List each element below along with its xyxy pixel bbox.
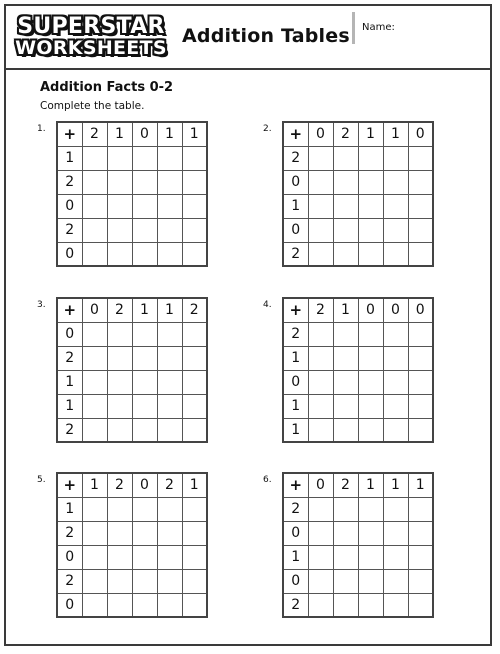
answer-cell[interactable] bbox=[308, 194, 333, 218]
answer-cell[interactable] bbox=[132, 545, 157, 569]
answer-cell[interactable] bbox=[333, 497, 358, 521]
addition-table bbox=[282, 472, 434, 618]
answer-cell[interactable] bbox=[132, 370, 157, 394]
answer-cell[interactable] bbox=[157, 545, 182, 569]
header-number-cell: 2 bbox=[333, 122, 358, 146]
answer-cell[interactable] bbox=[383, 521, 408, 545]
header-number-cell: 0 bbox=[408, 122, 433, 146]
answer-cell[interactable] bbox=[408, 218, 433, 242]
answer-cell[interactable] bbox=[157, 569, 182, 593]
answer-cell[interactable] bbox=[308, 545, 333, 569]
answer-cell[interactable] bbox=[383, 418, 408, 442]
row-number-cell: 2 bbox=[57, 418, 82, 442]
header-number-cell: 2 bbox=[157, 473, 182, 497]
answer-cell[interactable] bbox=[157, 322, 182, 346]
operator-cell: + bbox=[57, 298, 82, 322]
answer-cell[interactable] bbox=[157, 346, 182, 370]
answer-cell[interactable] bbox=[82, 346, 107, 370]
problem-number: 4. bbox=[263, 300, 272, 310]
worksheet-page bbox=[4, 4, 492, 646]
row-number-cell: 1 bbox=[57, 146, 82, 170]
table-row bbox=[57, 146, 207, 170]
answer-cell[interactable] bbox=[107, 170, 132, 194]
answer-cell[interactable] bbox=[408, 346, 433, 370]
table-row bbox=[57, 418, 207, 442]
answer-cell[interactable] bbox=[157, 170, 182, 194]
answer-cell[interactable] bbox=[82, 194, 107, 218]
answer-cell[interactable] bbox=[408, 521, 433, 545]
row-number-cell: 0 bbox=[283, 218, 308, 242]
header-number-cell: 2 bbox=[82, 122, 107, 146]
answer-cell[interactable] bbox=[383, 497, 408, 521]
header-number-cell: 1 bbox=[182, 473, 207, 497]
row-number-cell: 0 bbox=[283, 170, 308, 194]
header-number-cell: 0 bbox=[383, 298, 408, 322]
answer-cell[interactable] bbox=[408, 545, 433, 569]
answer-cell[interactable] bbox=[132, 194, 157, 218]
answer-cell[interactable] bbox=[157, 497, 182, 521]
problem-number: 3. bbox=[37, 300, 46, 310]
answer-cell[interactable] bbox=[157, 242, 182, 266]
answer-cell[interactable] bbox=[182, 370, 207, 394]
table-row bbox=[57, 497, 207, 521]
answer-cell[interactable] bbox=[107, 593, 132, 617]
table-row bbox=[57, 322, 207, 346]
answer-cell[interactable] bbox=[308, 569, 333, 593]
name-label: Name: bbox=[362, 22, 395, 33]
answer-cell[interactable] bbox=[383, 218, 408, 242]
table-header-row bbox=[57, 122, 207, 146]
answer-cell[interactable] bbox=[383, 242, 408, 266]
row-number-cell: 1 bbox=[57, 370, 82, 394]
answer-cell[interactable] bbox=[82, 370, 107, 394]
row-number-cell: 0 bbox=[57, 322, 82, 346]
row-number-cell: 2 bbox=[283, 322, 308, 346]
answer-cell[interactable] bbox=[333, 242, 358, 266]
addition-table bbox=[56, 121, 208, 267]
header-number-cell: 0 bbox=[132, 122, 157, 146]
table-header-row bbox=[57, 473, 207, 497]
header-number-cell: 2 bbox=[333, 473, 358, 497]
answer-cell[interactable] bbox=[308, 146, 333, 170]
operator-cell: + bbox=[283, 122, 308, 146]
table-row bbox=[283, 497, 433, 521]
table-row bbox=[283, 593, 433, 617]
table-row bbox=[57, 569, 207, 593]
problem-number: 2. bbox=[263, 124, 272, 134]
answer-cell[interactable] bbox=[182, 218, 207, 242]
answer-cell[interactable] bbox=[383, 545, 408, 569]
answer-cell[interactable] bbox=[333, 146, 358, 170]
answer-cell[interactable] bbox=[182, 194, 207, 218]
answer-cell[interactable] bbox=[408, 194, 433, 218]
answer-cell[interactable] bbox=[358, 569, 383, 593]
answer-cell[interactable] bbox=[383, 170, 408, 194]
header-number-cell: 1 bbox=[333, 298, 358, 322]
logo-line-worksheets: WORKSHEETS bbox=[15, 37, 167, 59]
answer-cell[interactable] bbox=[408, 569, 433, 593]
answer-cell[interactable] bbox=[333, 194, 358, 218]
answer-cell[interactable] bbox=[358, 194, 383, 218]
answer-cell[interactable] bbox=[132, 346, 157, 370]
answer-cell[interactable] bbox=[132, 394, 157, 418]
problem-number: 6. bbox=[263, 475, 272, 485]
superstar-worksheets-logo bbox=[15, 14, 167, 60]
answer-cell[interactable] bbox=[383, 194, 408, 218]
row-number-cell: 2 bbox=[57, 569, 82, 593]
answer-cell[interactable] bbox=[333, 569, 358, 593]
row-number-cell: 0 bbox=[57, 545, 82, 569]
answer-cell[interactable] bbox=[182, 497, 207, 521]
answer-cell[interactable] bbox=[383, 370, 408, 394]
addition-table bbox=[282, 121, 434, 267]
answer-cell[interactable] bbox=[308, 394, 333, 418]
header-number-cell: 0 bbox=[408, 298, 433, 322]
answer-cell[interactable] bbox=[408, 322, 433, 346]
answer-cell[interactable] bbox=[82, 394, 107, 418]
table-row bbox=[57, 242, 207, 266]
operator-cell: + bbox=[57, 473, 82, 497]
answer-cell[interactable] bbox=[333, 218, 358, 242]
row-number-cell: 1 bbox=[283, 545, 308, 569]
header-number-cell: 0 bbox=[132, 473, 157, 497]
header-number-cell: 1 bbox=[182, 122, 207, 146]
table-row bbox=[283, 322, 433, 346]
answer-cell[interactable] bbox=[107, 418, 132, 442]
answer-cell[interactable] bbox=[107, 569, 132, 593]
answer-cell[interactable] bbox=[358, 497, 383, 521]
table-row bbox=[57, 194, 207, 218]
answer-cell[interactable] bbox=[308, 418, 333, 442]
answer-cell[interactable] bbox=[132, 218, 157, 242]
problem-number: 1. bbox=[37, 124, 46, 134]
header-number-cell: 1 bbox=[383, 122, 408, 146]
addition-table bbox=[282, 297, 434, 443]
row-number-cell: 1 bbox=[57, 394, 82, 418]
header-number-cell: 0 bbox=[358, 298, 383, 322]
answer-cell[interactable] bbox=[333, 322, 358, 346]
row-number-cell: 2 bbox=[283, 242, 308, 266]
answer-cell[interactable] bbox=[182, 242, 207, 266]
row-number-cell: 1 bbox=[283, 346, 308, 370]
answer-cell[interactable] bbox=[308, 521, 333, 545]
answer-cell[interactable] bbox=[82, 170, 107, 194]
answer-cell[interactable] bbox=[182, 545, 207, 569]
row-number-cell: 1 bbox=[283, 418, 308, 442]
answer-cell[interactable] bbox=[358, 394, 383, 418]
answer-cell[interactable] bbox=[82, 545, 107, 569]
row-number-cell: 1 bbox=[57, 497, 82, 521]
problem-number: 5. bbox=[37, 475, 46, 485]
answer-cell[interactable] bbox=[107, 370, 132, 394]
answer-cell[interactable] bbox=[308, 593, 333, 617]
operator-cell: + bbox=[283, 473, 308, 497]
answer-cell[interactable] bbox=[333, 370, 358, 394]
answer-cell[interactable] bbox=[157, 146, 182, 170]
answer-cell[interactable] bbox=[333, 346, 358, 370]
table-row bbox=[283, 218, 433, 242]
answer-cell[interactable] bbox=[82, 569, 107, 593]
answer-cell[interactable] bbox=[358, 593, 383, 617]
table-row bbox=[57, 394, 207, 418]
header-number-cell: 1 bbox=[132, 298, 157, 322]
answer-cell[interactable] bbox=[408, 593, 433, 617]
answer-cell[interactable] bbox=[182, 569, 207, 593]
answer-cell[interactable] bbox=[408, 170, 433, 194]
table-row bbox=[283, 521, 433, 545]
header-number-cell: 2 bbox=[182, 298, 207, 322]
answer-cell[interactable] bbox=[408, 146, 433, 170]
answer-cell[interactable] bbox=[82, 497, 107, 521]
table-row bbox=[283, 394, 433, 418]
answer-cell[interactable] bbox=[107, 545, 132, 569]
answer-cell[interactable] bbox=[157, 418, 182, 442]
answer-cell[interactable] bbox=[383, 346, 408, 370]
answer-cell[interactable] bbox=[308, 322, 333, 346]
header-number-cell: 1 bbox=[408, 473, 433, 497]
answer-cell[interactable] bbox=[107, 242, 132, 266]
answer-cell[interactable] bbox=[408, 394, 433, 418]
answer-cell[interactable] bbox=[107, 394, 132, 418]
header-number-cell: 0 bbox=[308, 122, 333, 146]
answer-cell[interactable] bbox=[358, 322, 383, 346]
answer-cell[interactable] bbox=[383, 322, 408, 346]
answer-cell[interactable] bbox=[182, 346, 207, 370]
header-number-cell: 0 bbox=[308, 473, 333, 497]
answer-cell[interactable] bbox=[132, 521, 157, 545]
answer-cell[interactable] bbox=[182, 322, 207, 346]
answer-cell[interactable] bbox=[157, 521, 182, 545]
table-row bbox=[57, 593, 207, 617]
row-number-cell: 2 bbox=[57, 218, 82, 242]
answer-cell[interactable] bbox=[157, 370, 182, 394]
header-number-cell: 1 bbox=[157, 122, 182, 146]
answer-cell[interactable] bbox=[408, 497, 433, 521]
row-number-cell: 1 bbox=[283, 194, 308, 218]
table-row bbox=[283, 146, 433, 170]
answer-cell[interactable] bbox=[107, 521, 132, 545]
answer-cell[interactable] bbox=[358, 418, 383, 442]
table-row bbox=[283, 370, 433, 394]
answer-cell[interactable] bbox=[358, 218, 383, 242]
answer-cell[interactable] bbox=[107, 218, 132, 242]
addition-table bbox=[56, 472, 208, 618]
operator-cell: + bbox=[283, 298, 308, 322]
answer-cell[interactable] bbox=[82, 521, 107, 545]
header-number-cell: 2 bbox=[107, 473, 132, 497]
table-row bbox=[57, 370, 207, 394]
operator-cell: + bbox=[57, 122, 82, 146]
header-number-cell: 1 bbox=[82, 473, 107, 497]
answer-cell[interactable] bbox=[157, 394, 182, 418]
answer-cell[interactable] bbox=[132, 146, 157, 170]
row-number-cell: 2 bbox=[283, 497, 308, 521]
page-title: Addition Tables bbox=[182, 25, 350, 47]
answer-cell[interactable] bbox=[82, 218, 107, 242]
answer-cell[interactable] bbox=[132, 593, 157, 617]
answer-cell[interactable] bbox=[408, 370, 433, 394]
header-number-cell: 1 bbox=[157, 298, 182, 322]
answer-cell[interactable] bbox=[333, 593, 358, 617]
table-row bbox=[283, 346, 433, 370]
answer-cell[interactable] bbox=[82, 242, 107, 266]
answer-cell[interactable] bbox=[308, 497, 333, 521]
answer-cell[interactable] bbox=[408, 242, 433, 266]
answer-cell[interactable] bbox=[132, 242, 157, 266]
answer-cell[interactable] bbox=[308, 370, 333, 394]
answer-cell[interactable] bbox=[132, 322, 157, 346]
header-divider bbox=[352, 12, 355, 44]
answer-cell[interactable] bbox=[333, 545, 358, 569]
answer-cell[interactable] bbox=[333, 394, 358, 418]
answer-cell[interactable] bbox=[132, 569, 157, 593]
answer-cell[interactable] bbox=[308, 170, 333, 194]
answer-cell[interactable] bbox=[82, 322, 107, 346]
table-row bbox=[57, 218, 207, 242]
answer-cell[interactable] bbox=[358, 242, 383, 266]
header-number-cell: 1 bbox=[107, 122, 132, 146]
answer-cell[interactable] bbox=[358, 545, 383, 569]
row-number-cell: 2 bbox=[57, 346, 82, 370]
row-number-cell: 2 bbox=[57, 170, 82, 194]
answer-cell[interactable] bbox=[383, 569, 408, 593]
answer-cell[interactable] bbox=[157, 218, 182, 242]
header-number-cell: 2 bbox=[308, 298, 333, 322]
answer-cell[interactable] bbox=[308, 346, 333, 370]
table-row bbox=[283, 170, 433, 194]
row-number-cell: 2 bbox=[57, 521, 82, 545]
table-header-row bbox=[283, 122, 433, 146]
table-header-row bbox=[283, 298, 433, 322]
addition-table bbox=[56, 297, 208, 443]
answer-cell[interactable] bbox=[358, 146, 383, 170]
answer-cell[interactable] bbox=[182, 521, 207, 545]
header-number-cell: 2 bbox=[107, 298, 132, 322]
table-row bbox=[57, 521, 207, 545]
answer-cell[interactable] bbox=[358, 521, 383, 545]
worksheet-header bbox=[6, 6, 490, 68]
header-rule bbox=[6, 68, 490, 70]
answer-cell[interactable] bbox=[182, 394, 207, 418]
table-row bbox=[283, 418, 433, 442]
answer-cell[interactable] bbox=[107, 322, 132, 346]
answer-cell[interactable] bbox=[308, 242, 333, 266]
answer-cell[interactable] bbox=[408, 418, 433, 442]
logo-line-superstar: SUPERSTAR bbox=[17, 14, 165, 39]
table-header-row bbox=[57, 298, 207, 322]
table-row bbox=[283, 545, 433, 569]
answer-cell[interactable] bbox=[107, 194, 132, 218]
table-header-row bbox=[283, 473, 433, 497]
row-number-cell: 0 bbox=[57, 593, 82, 617]
answer-cell[interactable] bbox=[383, 146, 408, 170]
answer-cell[interactable] bbox=[132, 497, 157, 521]
answer-cell[interactable] bbox=[308, 218, 333, 242]
row-number-cell: 0 bbox=[57, 242, 82, 266]
answer-cell[interactable] bbox=[132, 418, 157, 442]
answer-cell[interactable] bbox=[358, 170, 383, 194]
answer-cell[interactable] bbox=[333, 418, 358, 442]
answer-cell[interactable] bbox=[157, 593, 182, 617]
table-row bbox=[57, 346, 207, 370]
answer-cell[interactable] bbox=[182, 170, 207, 194]
answer-cell[interactable] bbox=[383, 593, 408, 617]
answer-cell[interactable] bbox=[82, 593, 107, 617]
row-number-cell: 1 bbox=[283, 394, 308, 418]
answer-cell[interactable] bbox=[107, 497, 132, 521]
row-number-cell: 2 bbox=[283, 593, 308, 617]
answer-cell[interactable] bbox=[182, 146, 207, 170]
answer-cell[interactable] bbox=[107, 346, 132, 370]
answer-cell[interactable] bbox=[182, 418, 207, 442]
answer-cell[interactable] bbox=[358, 370, 383, 394]
answer-cell[interactable] bbox=[182, 593, 207, 617]
header-number-cell: 1 bbox=[358, 122, 383, 146]
row-number-cell: 0 bbox=[57, 194, 82, 218]
row-number-cell: 0 bbox=[283, 370, 308, 394]
answer-cell[interactable] bbox=[333, 170, 358, 194]
header-number-cell: 0 bbox=[82, 298, 107, 322]
table-row bbox=[283, 194, 433, 218]
header-number-cell: 1 bbox=[358, 473, 383, 497]
answer-cell[interactable] bbox=[132, 170, 157, 194]
table-row bbox=[57, 170, 207, 194]
answer-cell[interactable] bbox=[383, 394, 408, 418]
answer-cell[interactable] bbox=[82, 418, 107, 442]
answer-cell[interactable] bbox=[333, 521, 358, 545]
row-number-cell: 0 bbox=[283, 569, 308, 593]
instructions: Complete the table. bbox=[40, 100, 145, 112]
row-number-cell: 2 bbox=[283, 146, 308, 170]
section-title: Addition Facts 0-2 bbox=[40, 80, 174, 95]
answer-cell[interactable] bbox=[82, 146, 107, 170]
table-row bbox=[283, 242, 433, 266]
answer-cell[interactable] bbox=[107, 146, 132, 170]
table-row bbox=[283, 569, 433, 593]
answer-cell[interactable] bbox=[157, 194, 182, 218]
header-number-cell: 1 bbox=[383, 473, 408, 497]
answer-cell[interactable] bbox=[358, 346, 383, 370]
table-row bbox=[57, 545, 207, 569]
row-number-cell: 0 bbox=[283, 521, 308, 545]
